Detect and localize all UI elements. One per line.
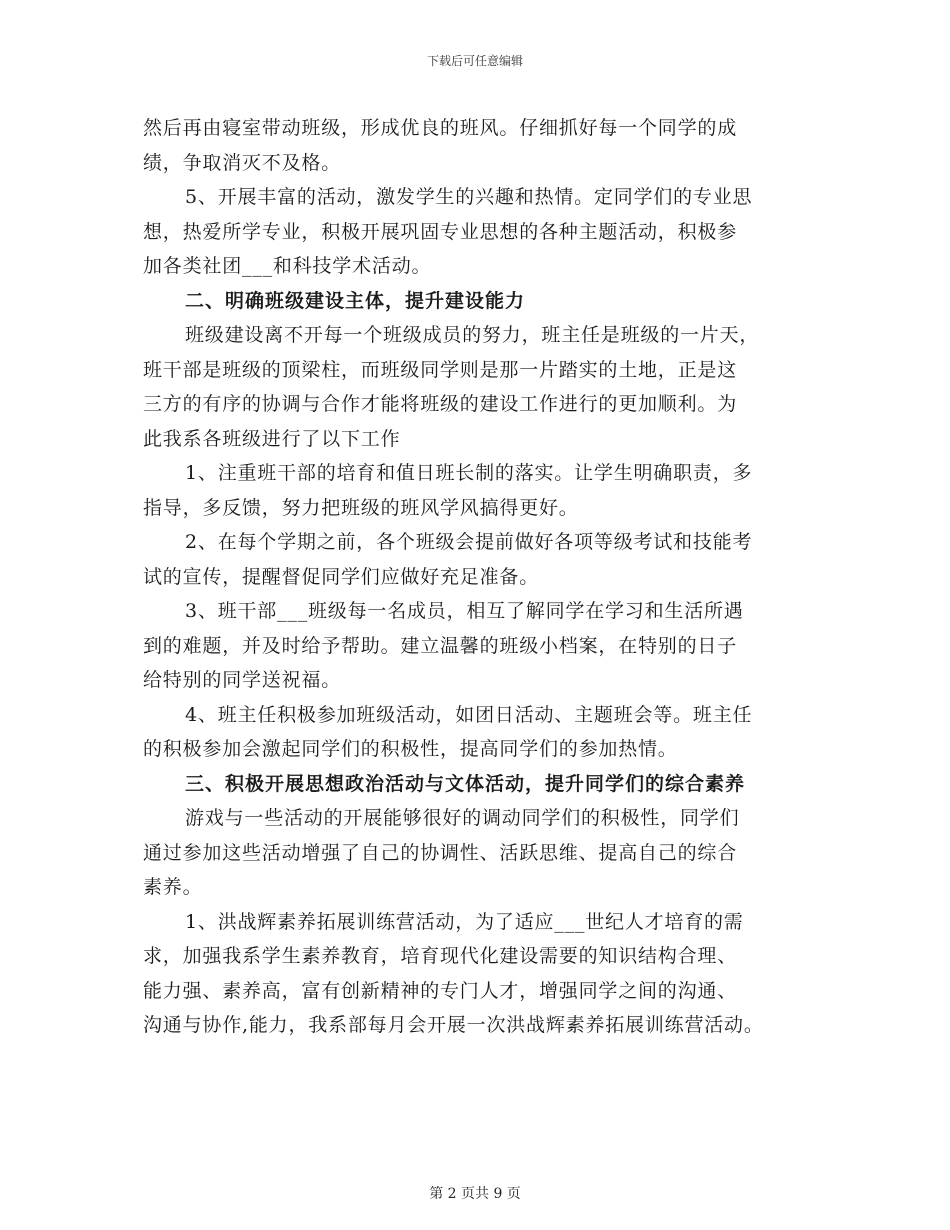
- section-heading-3: 三、积极开展思想政治活动与文体活动，提升同学们的综合素养: [185, 772, 746, 795]
- body-line: 指导，多反馈，努力把班级的班风学风搞得更好。: [143, 496, 579, 519]
- body-line: 通过参加这些活动增强了自己的协调性、活跃思维、提高自己的综合: [143, 841, 738, 864]
- body-line: 然后再由寝室带动班级，形成优良的班风。仔细抓好每一个同学的成: [143, 117, 738, 139]
- list-item-2: 2、在每个学期之前，各个班级会提前做好各项等级考试和技能考: [185, 531, 753, 553]
- paragraph-start: 班级建设离不开每一个班级成员的努力，班主任是班级的一片天，: [185, 324, 760, 346]
- body-line: 试的宣传，提醒督促同学们应做好充足准备。: [143, 565, 540, 588]
- body-line: 求，加强我系学生素养教育，培育现代化建设需要的知识结构合理、: [143, 945, 738, 967]
- body-line: 绩，争取消灭不及格。: [143, 151, 342, 174]
- list-item-3: 3、班干部___班级每一名成员，相互了解同学在学习和生活所遇: [185, 600, 744, 622]
- list-item-1: 1、注重班干部的培育和值日班长制的落实。让学生明确职责，多: [185, 462, 753, 484]
- paragraph-start: 游戏与一些活动的开展能够很好的调动同学们的积极性，同学们: [185, 807, 740, 829]
- body-line: 素养。: [143, 876, 203, 898]
- page-header: 下载后可任意编辑: [426, 54, 523, 68]
- list-item-5: 5、开展丰富的活动，激发学生的兴趣和热情。定同学们的专业思: [185, 186, 753, 208]
- body-line: 到的难题，并及时给予帮助。建立温馨的班级小档案，在特别的日子: [143, 634, 738, 657]
- body-line: 想，热爱所学专业，积极开展巩固专业思想的各种主题活动，积极参: [143, 220, 738, 243]
- page-footer: 第 2 页共 9 页: [429, 1186, 521, 1202]
- document-body: [143, 111, 813, 1043]
- list-item-4: 4、班主任积极参加班级活动，如团日活动、主题班会等。班主任: [185, 703, 753, 726]
- body-line: 能力强、素养高，富有创新精神的专门人才，增强同学之间的沟通、: [143, 979, 738, 1002]
- body-line: 加各类社团___和科技学术活动。: [143, 255, 432, 277]
- body-line: 沟通与协作,能力，我系部每月会开展一次洪战辉素养拓展训练营活动。: [143, 1014, 764, 1036]
- body-line: 班干部是班级的顶梁柱，而班级同学则是那一片踏实的土地，正是这: [143, 358, 738, 381]
- body-line: 的积极参加会激起同学们的积极性，提高同学们的参加热情。: [143, 738, 678, 760]
- body-line: 给特别的同学送祝福。: [143, 669, 342, 691]
- section-heading-2: 二、明确班级建设主体，提升建设能力: [185, 289, 526, 312]
- body-line: 此我系各班级进行了以下工作: [143, 427, 401, 450]
- list-item-1: 1、洪战辉素养拓展训练营活动，为了适应___世纪人才培育的需: [185, 910, 744, 933]
- body-line: 三方的有序的协调与合作才能将班级的建设工作进行的更加顺利。为: [143, 393, 738, 415]
